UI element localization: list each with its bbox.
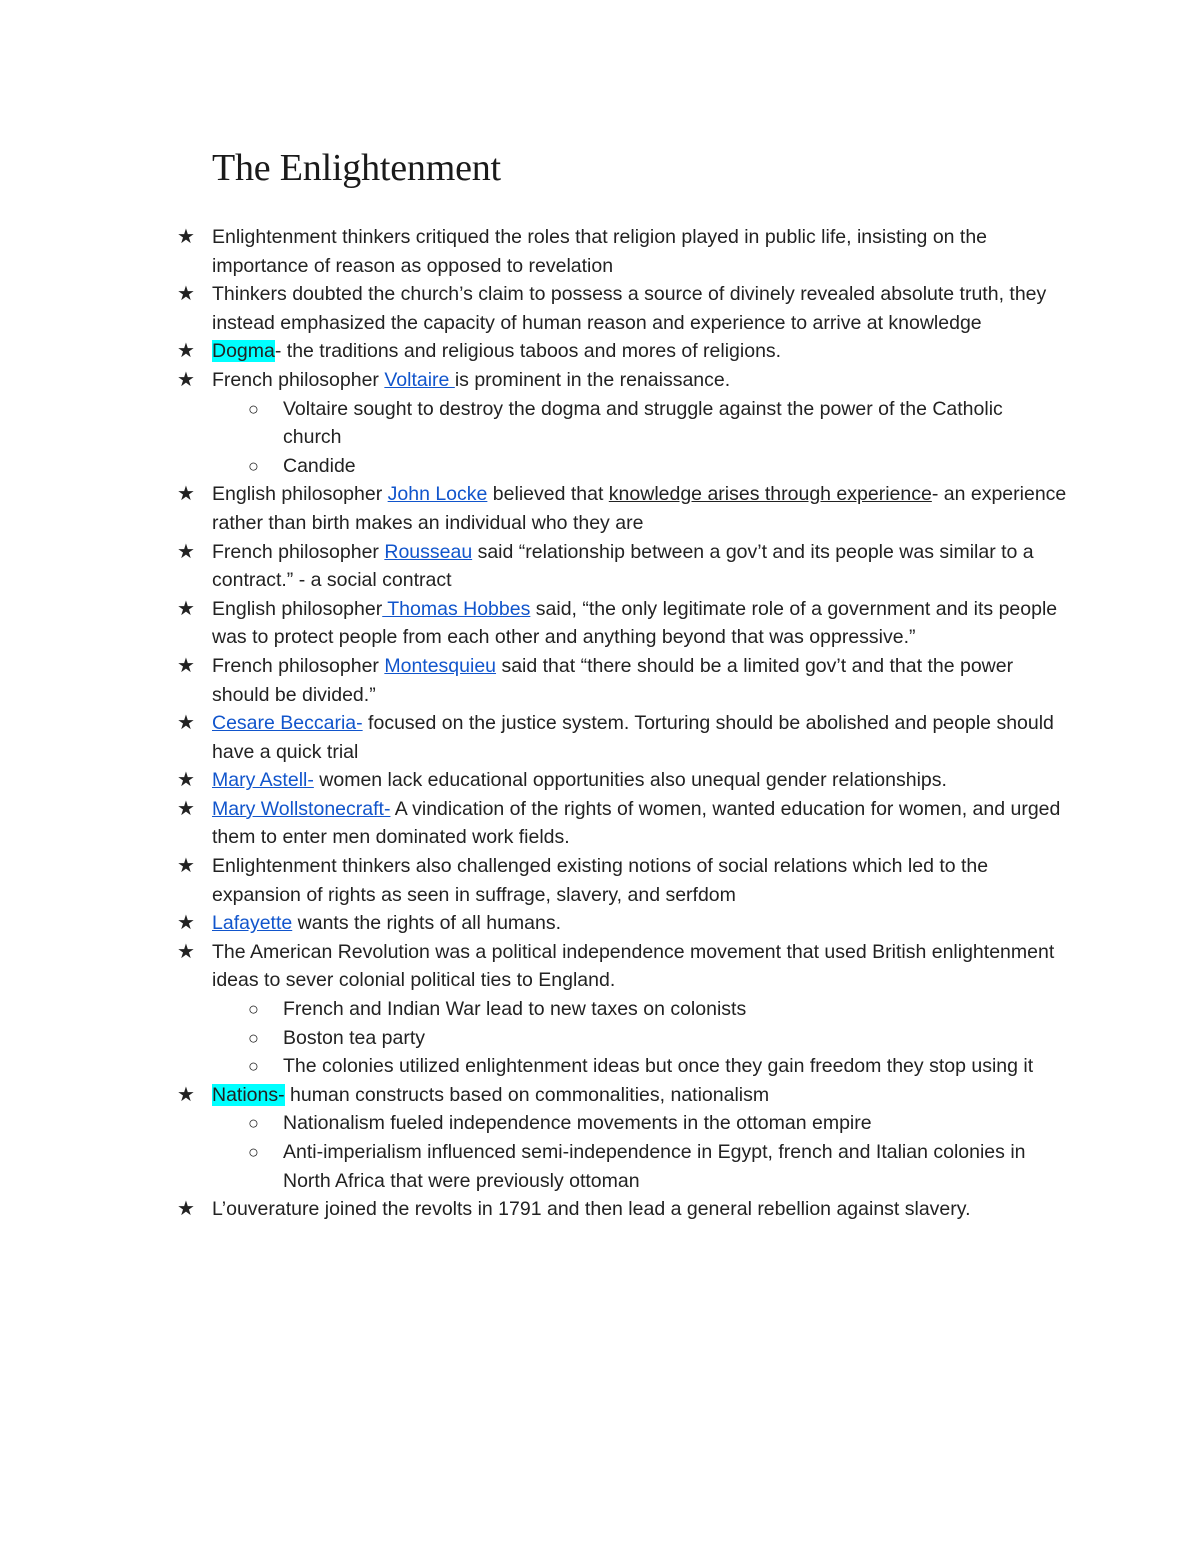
person-link[interactable]: Voltaire — [384, 368, 455, 391]
list-item — [0, 1081, 1072, 1110]
circle-bullet-icon: ○ — [248, 1056, 259, 1077]
person-link[interactable]: Montesquieu — [384, 654, 497, 677]
item-text: Thinkers doubted the church’s claim to possess a source of divinely revealed absolute truth, they instead emphasized the capacity of human reason and experience to arrive at knowledge — [212, 283, 1047, 334]
sub-list-item — [0, 395, 1063, 452]
list-item — [0, 852, 1072, 909]
item-text: - an experience rather than birth makes an individual who they are — [212, 483, 1067, 534]
sub-item-text: Boston tea party — [283, 1026, 426, 1049]
item-text: The American Revolution was a political independence movement that used British enlightenment ideas to sever colonial political ties to England. — [212, 940, 1055, 992]
sub-list-item — [0, 995, 1063, 1024]
circle-bullet-icon: ○ — [248, 999, 259, 1020]
list-item — [0, 709, 1072, 766]
item-text: English philosopher — [212, 483, 388, 506]
person-link[interactable]: Mary Wollstonecraft- — [212, 797, 391, 820]
circle-bullet-icon: ○ — [248, 1142, 259, 1162]
item-text: women lack educational opportunities also unequal gender relationships. — [313, 769, 947, 792]
item-text: French philosopher — [212, 540, 385, 563]
star-bullet-icon: ★ — [177, 712, 195, 735]
list-item — [0, 909, 1072, 938]
circle-bullet-icon: ○ — [248, 1113, 259, 1134]
person-link[interactable]: Mary Astell- — [212, 769, 314, 792]
star-bullet-icon: ★ — [177, 855, 195, 878]
sub-list-item — [0, 452, 1063, 481]
star-bullet-icon: ★ — [177, 1198, 195, 1221]
person-link[interactable]: Thomas Hobbes — [382, 597, 531, 620]
sub-item-text: Voltaire sought to destroy the dogma and struggle against the power of the Catholic church — [283, 397, 1003, 449]
item-text: human constructs based on commonalities, nationalism — [284, 1083, 770, 1106]
sub-item-text: Anti-imperialism influenced semi-independence in Egypt, french and Italian colonies in North Africa that were previously ottoman — [283, 1141, 1026, 1192]
list-item — [0, 595, 1072, 652]
person-link[interactable]: Rousseau — [384, 540, 473, 563]
document-title: The Enlightenment — [212, 147, 501, 189]
person-link[interactable]: Lafayette — [212, 912, 293, 935]
circle-bullet-icon: ○ — [248, 1027, 259, 1048]
highlighted-term: Dogma — [212, 340, 275, 363]
item-text: said, “the only legitimate role of a government and its people was to protect people from each other and anything beyond that was oppressive.” — [212, 597, 1058, 649]
item-text: said “relationship between a gov’t and its people was similar to a contract.” - a social contract — [212, 540, 1034, 592]
sub-list-item — [0, 1138, 1063, 1195]
item-text: A vindication of the rights of women, wanted education for women, and urged them to enter men dominated work fields. — [212, 797, 1061, 849]
star-bullet-icon: ★ — [177, 283, 195, 306]
item-text: believed that — [487, 483, 609, 506]
star-bullet-icon: ★ — [177, 597, 195, 620]
star-bullet-icon: ★ — [177, 483, 195, 506]
sub-list-item — [0, 1052, 1063, 1081]
item-text: English philosopher — [212, 597, 383, 620]
list-item — [0, 766, 1072, 795]
circle-bullet-icon: ○ — [248, 455, 259, 476]
item-text: - the traditions and religious taboos and mores of religions. — [274, 340, 782, 363]
list-item — [0, 795, 1072, 852]
list-item — [0, 480, 1072, 537]
circle-bullet-icon: ○ — [248, 398, 259, 419]
bullet-list — [0, 223, 1200, 1224]
list-item — [0, 938, 1072, 995]
list-item — [0, 652, 1072, 709]
list-item — [0, 337, 1072, 366]
sub-item-text: French and Indian War lead to new taxes on colonists — [283, 998, 747, 1021]
item-text: French philosopher — [212, 654, 385, 677]
item-text: Enlightenment thinkers also challenged existing notions of social relations which led to the expansion of rights as seen in suffrage, slavery, and serfdom — [212, 855, 989, 906]
star-bullet-icon: ★ — [177, 368, 195, 391]
star-bullet-icon: ★ — [177, 912, 195, 935]
sub-list-item — [0, 1024, 1063, 1053]
sub-item-text: The colonies utilized enlightenment ideas but once they gain freedom they stop using it — [283, 1055, 1034, 1078]
star-bullet-icon: ★ — [177, 797, 195, 820]
list-item — [0, 1195, 1072, 1224]
item-text: French philosopher — [212, 368, 385, 391]
item-text: focused on the justice system. Torturing should be abolished and people should have a quick trial — [212, 712, 1054, 763]
star-bullet-icon: ★ — [177, 940, 195, 963]
person-link[interactable]: John Locke — [387, 483, 488, 506]
sub-item-text: Candide — [283, 454, 356, 477]
star-bullet-icon: ★ — [177, 340, 195, 363]
star-bullet-icon: ★ — [177, 769, 195, 792]
sub-item-text: Nationalism fueled independence movements in the ottoman empire — [283, 1112, 872, 1135]
list-item — [0, 280, 1072, 337]
item-text: wants the rights of all humans. — [292, 912, 562, 935]
list-item — [0, 366, 1072, 395]
item-text: Enlightenment thinkers critiqued the roles that religion played in public life, insisting on the importance of reason as opposed to revelation — [212, 226, 988, 277]
list-item — [0, 538, 1072, 595]
star-bullet-icon: ★ — [177, 540, 195, 563]
star-bullet-icon: ★ — [177, 1083, 195, 1106]
highlighted-term: Nations- — [212, 1083, 285, 1106]
person-link[interactable]: Cesare Beccaria- — [212, 712, 363, 735]
list-item — [0, 223, 1072, 280]
star-bullet-icon: ★ — [177, 654, 195, 677]
underlined-phrase: knowledge arises through experience — [608, 483, 932, 506]
item-text: L’ouverature joined the revolts in 1791 and then lead a general rebellion against slavery. — [212, 1198, 971, 1221]
star-bullet-icon: ★ — [177, 226, 195, 248]
sub-list-item — [0, 1109, 1063, 1138]
item-text: is prominent in the renaissance. — [454, 368, 731, 391]
item-text: said that “there should be a limited gov’t and that the power should be divided.” — [212, 654, 1014, 706]
